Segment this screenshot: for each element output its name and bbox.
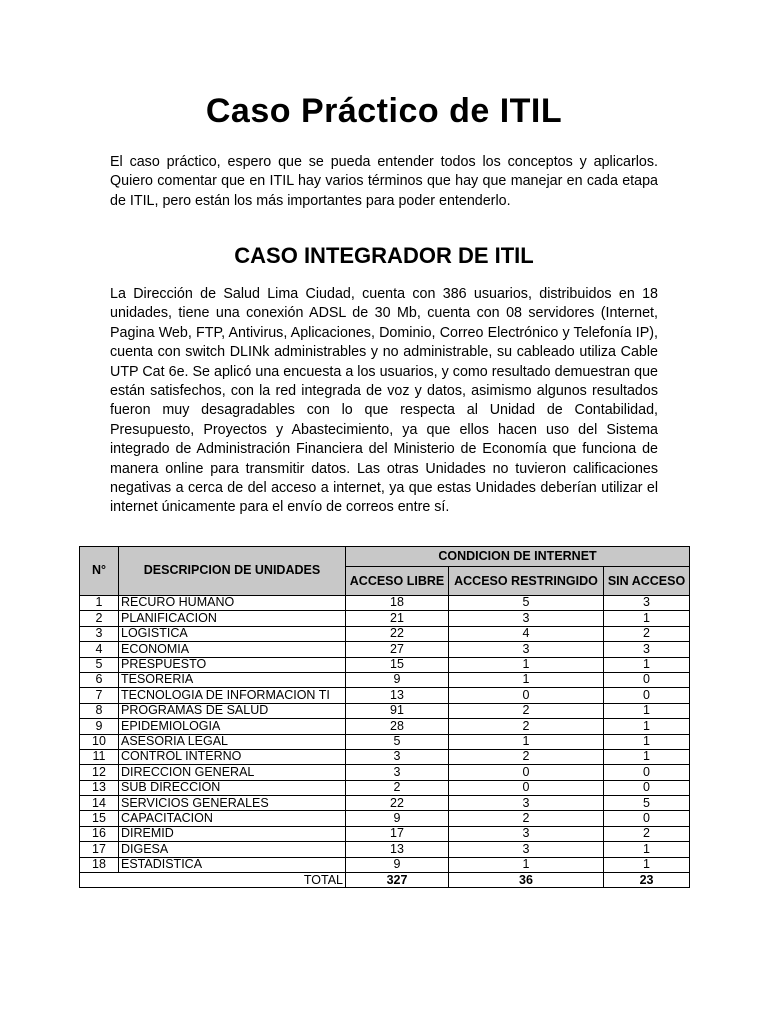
row-acceso-libre: 9 [346,811,449,826]
row-number: 2 [80,611,119,626]
row-unit: SUB DIRECCION [119,780,346,795]
row-acceso-libre: 2 [346,780,449,795]
row-unit: CONTROL INTERNO [119,749,346,764]
row-unit: TECNOLOGIA DE INFORMACION TI [119,688,346,703]
row-number: 4 [80,642,119,657]
row-unit: DIRECCION GENERAL [119,765,346,780]
row-number: 6 [80,672,119,687]
row-acceso-libre: 9 [346,672,449,687]
row-sin-acceso: 1 [604,703,690,718]
total-label: TOTAL [80,873,346,888]
row-sin-acceso: 0 [604,672,690,687]
row-unit: DIGESA [119,842,346,857]
row-sin-acceso: 1 [604,857,690,872]
row-number: 13 [80,780,119,795]
table-body [80,596,690,888]
row-acceso-libre: 17 [346,826,449,841]
row-unit: CAPACITACION [119,811,346,826]
header-acceso-libre: ACCESO LIBRE [346,567,449,596]
row-unit: SERVICIOS GENERALES [119,796,346,811]
total-acceso-restringido: 36 [449,873,604,888]
header-num: N° [80,547,119,596]
row-sin-acceso: 3 [604,596,690,611]
row-sin-acceso: 3 [604,642,690,657]
row-sin-acceso: 2 [604,826,690,841]
row-sin-acceso: 2 [604,626,690,641]
table-row [80,826,690,841]
row-sin-acceso: 1 [604,734,690,749]
row-number: 12 [80,765,119,780]
row-number: 18 [80,857,119,872]
total-sin-acceso: 23 [604,873,690,888]
row-acceso-libre: 9 [346,857,449,872]
row-unit: DIREMID [119,826,346,841]
row-acceso-libre: 5 [346,734,449,749]
table-row [80,611,690,626]
row-acceso-restringido: 3 [449,842,604,857]
row-acceso-libre: 3 [346,765,449,780]
row-unit: TESORERIA [119,672,346,687]
document-title: Caso Práctico de ITIL [205,92,563,130]
row-acceso-restringido: 3 [449,796,604,811]
row-acceso-restringido: 3 [449,611,604,626]
table-row [80,657,690,672]
row-acceso-restringido: 2 [449,811,604,826]
row-unit: PROGRAMAS DE SALUD [119,703,346,718]
row-acceso-libre: 22 [346,796,449,811]
row-acceso-libre: 21 [346,611,449,626]
row-acceso-restringido: 1 [449,672,604,687]
row-unit: ECONOMIA [119,642,346,657]
row-acceso-restringido: 4 [449,626,604,641]
row-acceso-libre: 22 [346,626,449,641]
header-internet-condition: CONDICION DE INTERNET [346,547,690,567]
row-sin-acceso: 1 [604,719,690,734]
intro-paragraph: El caso práctico, espero que se pueda entender todos los conceptos y aplicarlos. Quiero comentar que en ITIL hay varios términos que hay que manejar en cada etapa de ITIL, pero están los más importantes para poder entenderlo. [110,154,658,209]
row-number: 7 [80,688,119,703]
section-subtitle: CASO INTEGRADOR DE ITIL [234,243,534,268]
row-sin-acceso: 1 [604,657,690,672]
row-acceso-restringido: 0 [449,765,604,780]
row-acceso-libre: 13 [346,842,449,857]
row-number: 1 [80,596,119,611]
table-row [80,626,690,641]
row-acceso-libre: 28 [346,719,449,734]
row-acceso-libre: 3 [346,749,449,764]
header-description: DESCRIPCION DE UNIDADES [119,547,346,596]
row-acceso-libre: 27 [346,642,449,657]
table-row [80,688,690,703]
row-acceso-restringido: 0 [449,688,604,703]
table-row [80,734,690,749]
row-number: 14 [80,796,119,811]
row-acceso-restringido: 2 [449,749,604,764]
row-unit: PRESPUESTO [119,657,346,672]
row-sin-acceso: 1 [604,611,690,626]
row-number: 9 [80,719,119,734]
row-number: 5 [80,657,119,672]
header-acceso-restringido: ACCESO RESTRINGIDO [449,567,604,596]
case-paragraph: La Dirección de Salud Lima Ciudad, cuenta con 386 usuarios, distribuidos en 18 unidades, tiene una conexión ADSL de 30 Mb, cuenta con 08 servidores (Internet, Pagina Web, FTP, Antivirus, Aplicaciones, Dominio, Correo Electrónico y Telefonía IP), cuenta con switch DLINk administrables y no administrable, su cableado utiliza Cable UTP Cat 6e. Se aplicó una encuesta a los usuarios, y como resultado demuestran que están satisfechos, con la red integrada de voz y datos, asimismo algunos resultados fueron muy desagradables con lo que respecta al Unidad de Contabilidad, Presupuesto, Proyectos y Abastecimiento, ya que ellos hacen uso del Sistema integrado de Administración Financiera del Ministerio de Economía que funciona de manera online para transmitir datos. Las otras Unidades no tuvieron calificaciones negativas a cerca de del acceso a internet, ya que estas Unidades deberían utilizar el internet únicamente para el envío de correos entre sí. [110,286,658,516]
row-acceso-libre: 13 [346,688,449,703]
row-unit: EPIDEMIOLOGIA [119,719,346,734]
table-row [80,857,690,872]
row-sin-acceso: 1 [604,842,690,857]
table-row [80,780,690,795]
table-row [80,703,690,718]
table-row [80,796,690,811]
units-table [79,546,690,888]
row-acceso-restringido: 3 [449,826,604,841]
row-acceso-restringido: 1 [449,657,604,672]
row-sin-acceso: 0 [604,780,690,795]
row-acceso-libre: 18 [346,596,449,611]
row-sin-acceso: 1 [604,749,690,764]
table-row [80,642,690,657]
table-row [80,765,690,780]
row-acceso-restringido: 2 [449,703,604,718]
row-number: 8 [80,703,119,718]
row-acceso-restringido: 2 [449,719,604,734]
header-sin-acceso: SIN ACCESO [604,567,690,596]
row-number: 11 [80,749,119,764]
total-acceso-libre: 327 [346,873,449,888]
row-number: 16 [80,826,119,841]
row-acceso-restringido: 0 [449,780,604,795]
table-row [80,749,690,764]
row-acceso-libre: 91 [346,703,449,718]
row-acceso-libre: 15 [346,657,449,672]
row-sin-acceso: 0 [604,765,690,780]
row-unit: ESTADISTICA [119,857,346,872]
row-unit: LOGISTICA [119,626,346,641]
table-row [80,719,690,734]
table-row [80,811,690,826]
row-number: 10 [80,734,119,749]
row-acceso-restringido: 1 [449,857,604,872]
row-unit: PLANIFICACION [119,611,346,626]
row-sin-acceso: 0 [604,688,690,703]
row-number: 15 [80,811,119,826]
row-unit: RECURO HUMANO [119,596,346,611]
table-row [80,672,690,687]
row-acceso-restringido: 1 [449,734,604,749]
row-number: 3 [80,626,119,641]
row-acceso-restringido: 5 [449,596,604,611]
table-row [80,596,690,611]
total-row [80,873,690,888]
row-acceso-restringido: 3 [449,642,604,657]
row-sin-acceso: 5 [604,796,690,811]
row-sin-acceso: 0 [604,811,690,826]
row-unit: ASESORIA LEGAL [119,734,346,749]
table-row [80,842,690,857]
row-number: 17 [80,842,119,857]
